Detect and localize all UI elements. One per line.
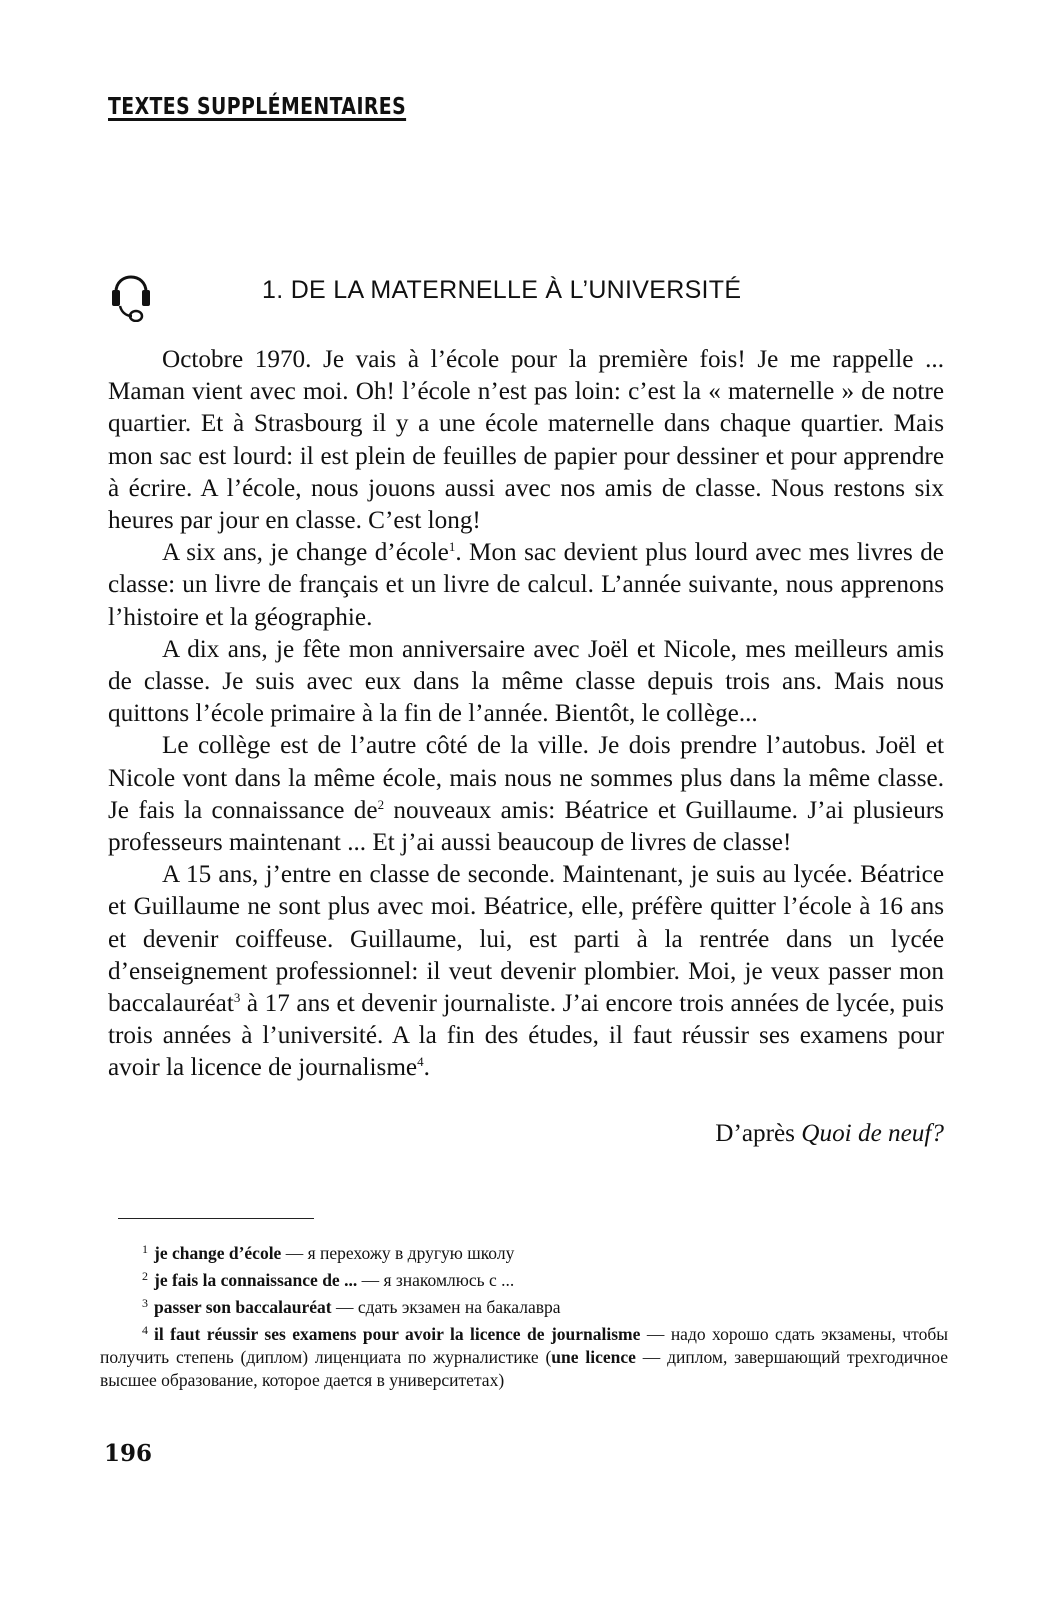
source-prefix: D’après: [715, 1120, 802, 1147]
paragraph-3: [108, 634, 944, 731]
footnote-divider: [118, 1218, 314, 1219]
footnote-translation: сдать экзамен на бакалавра: [357, 1297, 561, 1317]
paragraph-text: . Mon sac devient plus lourd avec mes livres de classe: un livre de français et un livre de calcul. L’année suivante, nous apprenons l’histoire et la géographie.: [108, 539, 944, 631]
footnote-separator: —: [357, 1270, 384, 1290]
headphones-icon: [108, 262, 154, 322]
footnote-translation: я знакомлюсь с ...: [383, 1270, 515, 1290]
footnote-number: 4: [142, 1323, 148, 1337]
paragraph-1: [108, 344, 944, 537]
paragraph-text: A 15 ans, j’entre en classe de seconde. Maintenant, je suis au lycée. Béatrice et Guillaume ne sont plus avec moi. Béatrice, elle, préfère quitter l’école à 16 ans et devenir coiffeuse. Guillaume, lui, est parti à la rentrée dans un lycée d’enseignement professionnel: il veut devenir plombier. Moi, je veux passer mon baccalauréat: [108, 861, 944, 1018]
footnote-number: 1: [142, 1242, 148, 1256]
paragraph-text: A six ans, je change d’école: [162, 539, 449, 567]
paragraph-text: Le collège est de l’autre côté de la ville. Je dois prendre l’autobus. Joël et Nicole vont dans la même école, mais nous ne sommes plus dans la même classe. Je fais la connaissance de: [108, 732, 944, 824]
chapter-title: 1. DE LA MATERNELLE À L’UNIVERSITÉ: [262, 276, 742, 304]
paragraph-2: [108, 537, 944, 634]
footnote-4: [100, 1319, 948, 1392]
footnote-1: [100, 1238, 948, 1265]
footnote-separator: —: [331, 1297, 358, 1317]
article-body: [108, 344, 944, 1085]
footnote-number: 3: [142, 1296, 148, 1310]
footnote-separator: —: [281, 1243, 308, 1263]
footnote-term: je change d’école: [154, 1243, 282, 1263]
footnote-translation: я перехожу в другую школу: [307, 1243, 515, 1263]
source-attribution: [715, 1120, 944, 1148]
paragraph-text: Octobre 1970. Je vais à l’école pour la première fois! Je me rappelle ... Maman vient avec moi. Oh! l’école n’est pas loin: c’est la « maternelle » de notre quartier. Et à Strasbourg il y a une école maternelle dans chaque quartier. Mais mon sac est lourd: il est plein de feuilles de papier pour dessiner et pour apprendre à écrire. A l’école, nous jouons aussi avec nos amis de classe. Nous restons six heures par jour en classe. C’est long!: [108, 346, 944, 535]
paragraph-text: à 17 ans et devenir journaliste. J’ai encore trois années de lycée, puis trois années à l’université. A la fin des études, il faut réussir ses examens pour avoir la licence de journalisme: [108, 990, 944, 1082]
footnote-term-secondary: une licence: [551, 1347, 636, 1367]
footnote-term: je fais la connaissance de ...: [154, 1270, 358, 1290]
source-title: Quoi de neuf?: [801, 1120, 944, 1147]
paragraph-text: .: [423, 1054, 430, 1082]
footnote-ref-2: 2: [377, 796, 385, 812]
footnote-number: 2: [142, 1269, 148, 1283]
paragraph-4: [108, 730, 944, 859]
section-header: TEXTES SUPPLÉMENTAIRES: [108, 94, 407, 120]
footnote-ref-4: 4: [417, 1054, 424, 1070]
footnote-3: [100, 1292, 948, 1319]
footnote-translation: надо хорошо сдать экзамены, чтобы получить степень (диплом) лиценциата по журналистике (: [100, 1324, 948, 1367]
paragraph-5: [108, 859, 944, 1084]
footnote-term: il faut réussir ses examens pour avoir la licence de journalisme: [154, 1324, 641, 1344]
paragraph-text: nouveaux amis: Béatrice et Guillaume. J’ai plusieurs professeurs maintenant ... Et j’ai aussi beaucoup de livres de classe!: [108, 796, 944, 857]
footnote-separator: —: [640, 1324, 671, 1344]
footnote-term: passer son baccalauréat: [154, 1297, 332, 1317]
footnote-ref-1: 1: [448, 539, 456, 555]
footnotes: [100, 1238, 948, 1392]
paragraph-text: A dix ans, je fête mon anniversaire avec Joël et Nicole, mes meilleurs amis de classe. Je suis avec eux dans la même classe depuis trois ans. Mais nous quittons l’école primaire à la fin de l’année. Bientôt, le collège...: [108, 635, 944, 728]
footnote-translation-secondary: — диплом, завершающий трехгодичное высшее образование, которое дается в университетах): [100, 1347, 948, 1390]
footnote-ref-3: 3: [233, 990, 241, 1006]
footnote-2: [100, 1265, 948, 1292]
page-number: 196: [104, 1440, 153, 1467]
